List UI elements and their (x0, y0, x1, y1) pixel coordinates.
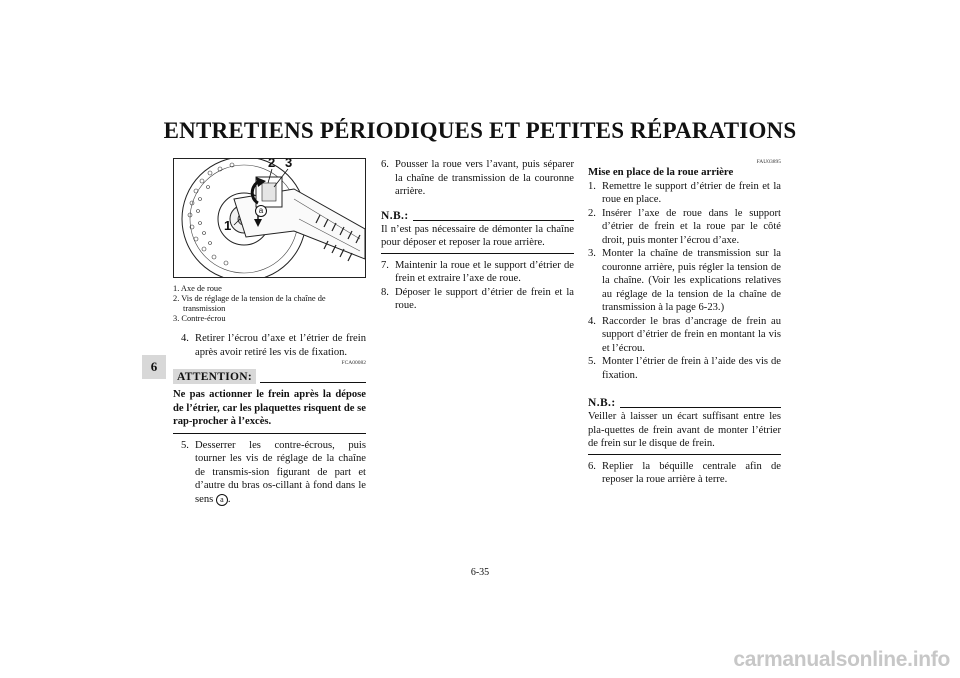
rear-axle-illustration (174, 159, 365, 277)
step-number: 6. (381, 159, 389, 170)
note-header (588, 396, 781, 410)
step-5 (173, 439, 366, 507)
step-text: Maintenir la roue et le support d’étrier de frein et extraire l’axe de roue. (395, 259, 574, 284)
step-number: 4. (588, 315, 596, 327)
caption-3: 3. Contre-écrou (173, 314, 226, 323)
step-text: Monter la chaîne de transmission sur la couronne arrière, puis régler la tension de la chaîne. (Voir les explications relatives au réglage de la tension de la chaîne de transmission à la page 6-23.) (602, 248, 781, 313)
step-text: Monter l’étrier de frein à l’aide des vis de fixation. (602, 356, 781, 381)
chapter-tab: 6 (142, 355, 166, 379)
figure-callout-3: 3 (285, 158, 293, 170)
step-text: Insérer l’axe de roue dans le support d’étrier de frein et la roue par le côté droit, puis monter l’écrou d’axe. (602, 207, 781, 246)
caution-code: FCA00082 (341, 360, 366, 366)
step-text: Pousser la roue vers l’avant, puis séparer la chaîne de transmission de la couronne arrière. (395, 159, 574, 197)
step-4 (173, 332, 366, 359)
step-3 (588, 247, 781, 315)
step-number: 7. (381, 259, 389, 271)
step-8 (381, 286, 574, 313)
step-7 (381, 259, 574, 286)
note-label: N.B.: (588, 397, 616, 409)
step-text: Retirer l’écrou d’axe et l’étrier de frein après avoir retiré les vis de fixation. (195, 333, 366, 358)
figure-callout-2: 2 (268, 158, 276, 170)
step-number: 2. (588, 207, 596, 219)
step-number: 1. (588, 180, 596, 192)
figure-rear-axle (173, 158, 366, 278)
step-number: 6. (588, 460, 596, 472)
step-number: 4. (181, 333, 189, 344)
step-text: Remettre le support d’étrier de frein et la roue en place. (602, 180, 781, 205)
step-number: 5. (181, 439, 189, 451)
note-label: N.B.: (381, 209, 409, 222)
step-text-end: . (227, 493, 231, 505)
direction-marker-a: a (216, 494, 228, 506)
caption-2: 2. Vis de réglage de la tension de la chaîne de transmission (173, 294, 326, 313)
step-text: Replier la béquille centrale afin de reposer la roue arrière à terre. (602, 460, 781, 485)
figure-marker-a: a (255, 205, 267, 217)
note-rule (620, 407, 781, 408)
step-text: Déposer le support d’étrier de frein et la roue. (395, 286, 574, 311)
note-text: Il n’est pas nécessaire de démonter la chaîne pour déposer et reposer la roue arrière. (381, 223, 574, 254)
column-right (588, 158, 781, 487)
step-2 (588, 207, 781, 248)
step-4 (588, 315, 781, 356)
step-6 (381, 158, 574, 199)
step-text: Desserrer les contre-écrous, puis tourner les vis de réglage de la chaîne de transmis-sion figurant de part et d’autre du bras os-cillant à fond dans le sens (195, 439, 366, 505)
watermark: carmanualsonline.info (733, 648, 950, 671)
section-title: Mise en place de la roue arrière (588, 166, 734, 178)
page-title: ENTRETIENS PÉRIODIQUES ET PETITES RÉPARATIONS (163, 118, 797, 143)
caution-header (173, 369, 366, 384)
caution-label: ATTENTION: (173, 369, 256, 384)
note-header (381, 209, 574, 223)
note-text: Veiller à laisser un écart suffisant entre les pla-quettes de frein avant de monter l’étrier de frein sur le disque de frein. (588, 410, 781, 455)
step-text: Raccorder le bras d’ancrage de frein au support d’étrier de frein en montant la vis et l’écrou. (602, 315, 781, 354)
section-code: FAU03895 (756, 159, 781, 165)
caution-text: Ne pas actionner le frein après la dépose de l’étrier, car les plaquettes risquent de se rap-procher à l’excès. (173, 388, 366, 434)
figure-captions (173, 284, 366, 324)
step-1 (588, 180, 781, 207)
note-rule (413, 220, 574, 221)
page-number: 6-35 (470, 567, 490, 578)
column-left (173, 158, 366, 506)
column-middle (381, 158, 574, 313)
caution-rule (260, 382, 366, 383)
figure-callout-1: 1 (224, 218, 232, 233)
step-number: 3. (588, 248, 596, 259)
step-number: 8. (381, 286, 389, 298)
step-number: 5. (588, 356, 596, 367)
step-6 (588, 460, 781, 487)
caption-1: 1. Axe de roue (173, 284, 222, 293)
step-5 (588, 355, 781, 382)
